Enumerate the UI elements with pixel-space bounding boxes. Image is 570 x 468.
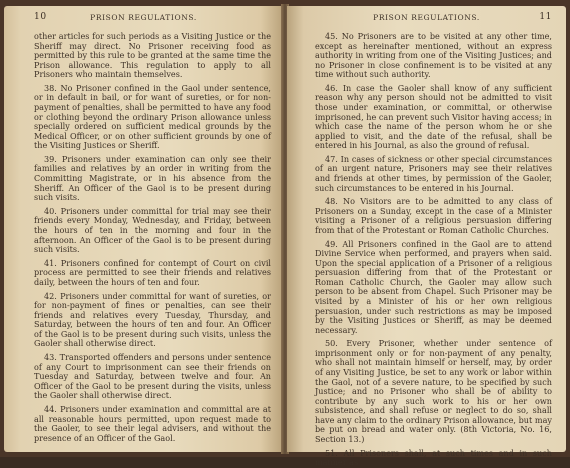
left-page-title: PRISON REGULATIONS. [90, 13, 197, 22]
paragraph-51: 51. All Prisoners shall, at such times and in such manner as [315, 447, 552, 468]
paragraph-45: 45. No Prisoners are to be visited at any other time, except as hereinafter mentioned, without an express authority in writing from one of the Visiting Justices; and no Prisoner in close confinement is to be visited at any time without such authority. [315, 31, 552, 80]
right-page [287, 6, 566, 468]
paragraph-43: 43. Transported offenders and persons under sentence of any Court to imprisonment can see their friends on Tuesday and Saturday, between twelve and four. An Officer of the Gaol to be present during the visits, unless the Gaoler shall otherwise direct. [34, 352, 271, 401]
left-page-number: 10 [34, 12, 47, 22]
paragraph-continued: other articles for such periods as a Visiting Justice or the Sheriff may direct. No Prisoner receiving food as permitted by this rule to be granted at the same time the Prison allowance. This regulation to apply to all Prisoners who maintain themselves. [34, 31, 271, 80]
right-page-text [315, 31, 552, 468]
right-page-number: 11 [539, 12, 552, 22]
paragraph-39: 39. Prisoners under examination can only see their families and relatives by an order in writing from the Committing Magistrate, or in his absence from the Sheriff. An Officer of the Gaol is to be present during such visits. [34, 153, 271, 203]
paragraph-40: 40. Prisoners under committal for trial may see their friends every Monday, Wednesday, and Friday, between the hours of ten in the morning and four in the afternoon. An Officer of the Gaol is to be present during such visits. [34, 205, 271, 255]
left-page [4, 6, 283, 452]
paragraph-47: 47. In cases of sickness or other special circumstances of an urgent nature, Prisoners may see their relatives and friends at other times, by permission of the Gaoler, such circumstances to be entered in his Journal. [315, 153, 552, 193]
right-page-title: PRISON REGULATIONS. [373, 13, 480, 22]
left-page-text [34, 32, 271, 450]
paragraph-46: 46. In case the Gaoler shall know of any sufficient reason why any person should not be admitted to visit those under examination, or committal, or otherwise imprisoned, he can prevent such Visitor having access; in which case the name of the person whom he or she applied to visit, and the date of the refusal, shall be entered in his Journal, as also the ground of refusal. [315, 82, 552, 151]
paragraph-38: 38. No Prisoner confined in the Gaol under sentence, or in default in bail, or for want of sureties, or for non-payment of penalties, shall be permitted to have any food or clothing beyond the ordinary Prison allowance unless specially ordered on sufficient medical grounds by the Medical Officer, or on other sufficient grounds by one of the Visiting Justices or Sheriff. [34, 82, 271, 151]
paragraph-49: 49. All Prisoners confined in the Gaol are to attend Divine Service when performed, and prayers when said. Upon the special application of a Prisoner of a religious persuasion differing from that of the Protestant or Roman Catholic Church, the Gaoler may allow such person to be absent from Chapel. Such Prisoner may be visited by a Minister of his or her own religious persuasion, under such restrictions as may be imposed by the Visiting Justices or Sheriff, as may be deemed necessary. [315, 238, 552, 335]
paragraph-50: 50. Every Prisoner, whether under sentence of imprisonment only or for non-payment of any penalty, who shall not maintain himself or herself, may, by order of any Visiting Justice, be set to any work or labor within the Gaol, not of a severe nature, to be specified by such Justice; and no Prisoner who shall be of ability to contribute by any such work to his or her own subsistence, and shall refuse or neglect to do so, shall have any claim to the ordinary Prison allowance, but may be put on bread and water only. (8th Victoria, No. 16, Section 13.) [315, 338, 552, 444]
left-running-head [4, 12, 283, 26]
paragraph-44: 44. Prisoners under examination and committal are at all reasonable hours permitted, upon request made to the Gaoler, to see their legal advisers, and without the presence of an Officer of the Gaol. [34, 404, 271, 443]
right-running-head [287, 12, 566, 26]
paragraph-48: 48. No Visitors are to be admitted to any class of Prisoners on a Sunday, except in the case of a Minister visiting a Prisoner of a religious persuasion differing from that of the Protestant or Roman Catholic Churches. [315, 196, 552, 235]
paragraph-41: 41. Prisoners confined for contempt of Court on civil process are permitted to see their friends and relatives daily, between the hours of ten and four. [34, 257, 271, 287]
paragraph-42: 42. Prisoners under committal for want of sureties, or for non-payment of fines or penalties, can see their friends and relatives every Tuesday, Thursday, and Saturday, between the hours of ten and four. An Officer of the Gaol is to be present during such visits, unless the Gaoler shall otherwise direct. [34, 290, 271, 349]
